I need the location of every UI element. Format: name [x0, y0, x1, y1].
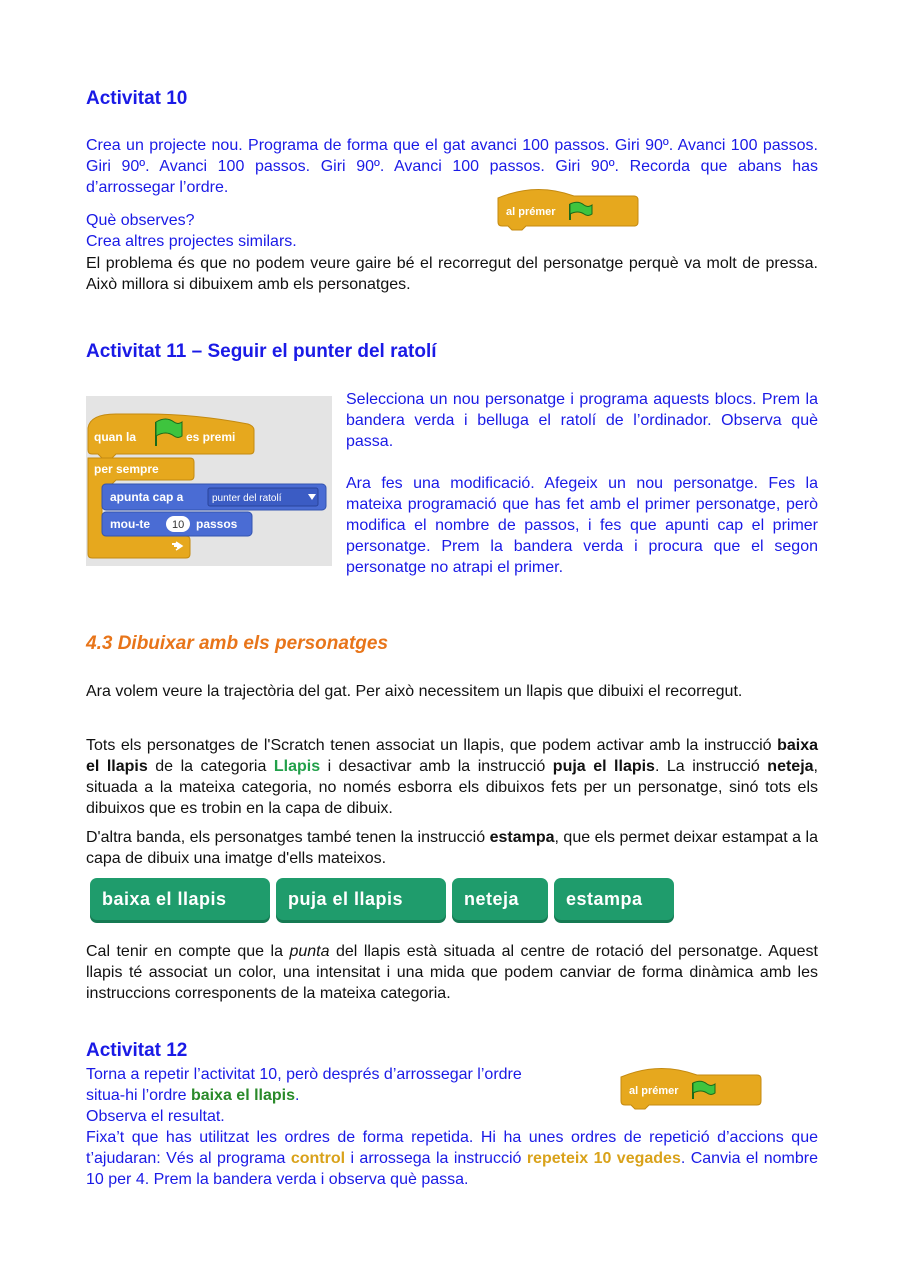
act12-line3: Observa el resultat. [86, 1108, 225, 1125]
act11-para1: Selecciona un nou personatge i programa aquests blocs. Prem la bandera verda i belluga el ratolí de l’ordinador. Observa què passa. [346, 391, 818, 450]
section-title: 4.3 Dibuixar amb els personatges [86, 633, 389, 654]
sec43-para4: Cal tenir en compte que la punta del llapis està situada al centre de rotació del personatge. Aquest llapis té associat un color, una intensitat i una mida que podem canviar de forma dinàmica amb les instruccions corresponents de la mateixa categoria. [86, 943, 819, 1002]
script-move-right: passos [196, 517, 238, 531]
pen-down-block: baixa el llapis [90, 878, 270, 920]
sec43-para1: Ara volem veure la trajectòria del gat. Per això necessitem un llapis que dibuixi el recorregut. [86, 683, 743, 700]
sec43-para2: Tots els personatges de l'Scratch tenen associat un llapis, que podem activar amb la instrucció baixa el llapis de la categoria Llapis i desactivar amb la instrucció puja el llapis. La instrucció neteja, situada a la mateixa categoria, no només esborra els dibuixos fets per un personatge, sinó tots els dibuixos que es trobin en la capa de dibuix. [86, 737, 818, 817]
script-hat-left: quan la [94, 430, 137, 444]
act12-title: Activitat 12 [86, 1040, 188, 1061]
act10-title: Activitat 10 [86, 88, 188, 109]
script-move-left: mou-te [110, 517, 150, 531]
when-flag-clicked-block [496, 184, 640, 237]
act12-line1: Torna a repetir l’activitat 10, però després d’arrossegar l’ordre [86, 1066, 522, 1083]
act10-para1: Crea un projecte nou. Programa de forma que el gat avanci 100 passos. Giri 90º. Avanci 100 passos. Giri 90º. Avanci 100 passos. Giri 90º. Avanci 100 passos. Giri 90º. Recorda que abans has d’arrossegar l’ordre. [86, 137, 818, 196]
script-point: apunta cap a [110, 490, 184, 504]
hat-label: al prémer [629, 1085, 679, 1097]
act10-line2: Què observes? [86, 212, 195, 229]
hat-label: al prémer [506, 206, 556, 218]
act12-line2: situa-hi l’ordre baixa el llapis. [86, 1087, 300, 1104]
pen-blocks-image [90, 878, 674, 920]
script-point-target: punter del ratolí [212, 493, 282, 504]
script-hat-right: es premi [186, 430, 236, 444]
sec43-para3: D'altra banda, els personatges també tenen la instrucció estampa, que els permet deixar estampat a la capa de dibuix una imatge d'ells mateixos. [86, 829, 818, 867]
stamp-block: estampa [554, 878, 674, 920]
script-move-value: 10 [172, 519, 185, 531]
act11-title: Activitat 11 – Seguir el punter del ratolí [86, 341, 437, 362]
act12-para: Fixa’t que has utilitzat les ordres de forma repetida. Hi ha unes ordres de repetició d’accions que t’ajudaran: Vés al programa control i arrossega la instrucció repeteix 10 vegades. Canvia el nombre 10 per 4. Prem la bandera verda i observa què passa. [86, 1129, 819, 1188]
clear-block: neteja [452, 878, 548, 920]
act10-line3: Crea altres projectes similars. [86, 233, 297, 250]
pen-up-block: puja el llapis [276, 878, 446, 920]
scratch-script-image [86, 396, 332, 566]
act10-para4: El problema és que no podem veure gaire bé el recorregut del personatge perquè va molt de pressa. Això millora si dibuixem amb els personatges. [86, 255, 818, 293]
act11-para2: Ara fes una modificació. Afegeix un nou personatge. Fes la mateixa programació que has fet amb el primer personatge, però modifica el nombre de passos, i fes que apunti cap el primer personatge. Prem la bandera verda i procura que el segon personatge no atrapi el primer. [346, 475, 818, 576]
when-flag-clicked-block [619, 1063, 763, 1116]
script-forever: per sempre [94, 462, 159, 476]
